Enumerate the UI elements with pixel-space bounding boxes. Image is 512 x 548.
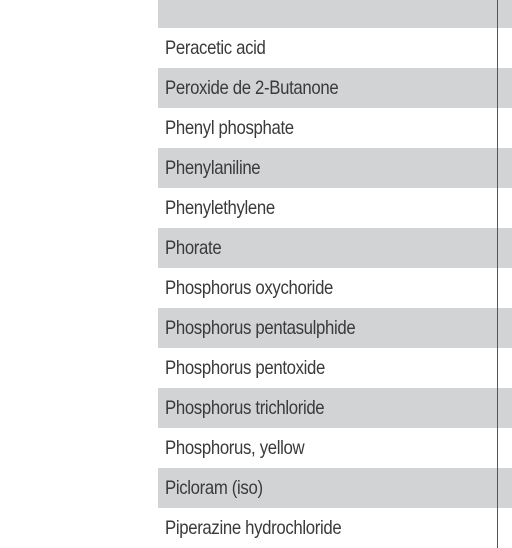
chemical-name-text: Peracetic acid bbox=[165, 36, 266, 59]
table-row bbox=[158, 348, 512, 388]
chemical-name-text: Piperazine hydrochloride bbox=[165, 516, 342, 539]
table-row bbox=[158, 508, 512, 548]
adjacent-column-cell bbox=[498, 228, 512, 268]
adjacent-column-cell bbox=[498, 0, 512, 28]
table-row bbox=[158, 188, 512, 228]
chemical-name-text: Phenyl phosphate bbox=[165, 116, 294, 139]
table-row bbox=[158, 0, 512, 28]
table-row bbox=[158, 468, 512, 508]
chemical-name-cell bbox=[158, 388, 498, 428]
chemical-name-cell bbox=[158, 468, 498, 508]
chemical-name-cell bbox=[158, 148, 498, 188]
chemical-name-cell bbox=[158, 508, 498, 548]
adjacent-column-cell bbox=[498, 188, 512, 228]
chemical-name-cell bbox=[158, 0, 498, 28]
table-row bbox=[158, 428, 512, 468]
chemical-name-text: Phosphorus trichloride bbox=[165, 396, 325, 419]
chemical-name-text: Phosphorus pentasulphide bbox=[165, 316, 356, 339]
chemical-name-text: Phenylaniline bbox=[165, 156, 261, 179]
chemical-name-cell bbox=[158, 348, 498, 388]
table-row bbox=[158, 148, 512, 188]
chemical-name-text: Phenylethylene bbox=[165, 196, 275, 219]
table-row bbox=[158, 68, 512, 108]
chemical-name-cell bbox=[158, 428, 498, 468]
adjacent-column-cell bbox=[498, 468, 512, 508]
chemical-name-cell bbox=[158, 308, 498, 348]
table-row bbox=[158, 28, 512, 68]
adjacent-column-cell bbox=[498, 28, 512, 68]
chemical-name-cell bbox=[158, 228, 498, 268]
chemical-name-table bbox=[158, 0, 512, 548]
chemical-name-cell bbox=[158, 268, 498, 308]
adjacent-column-cell bbox=[498, 148, 512, 188]
chemical-name-text: Phosphorus, yellow bbox=[165, 436, 305, 459]
chemical-name-cell bbox=[158, 68, 498, 108]
adjacent-column-cell bbox=[498, 108, 512, 148]
adjacent-column-cell bbox=[498, 308, 512, 348]
table-row bbox=[158, 228, 512, 268]
adjacent-column-cell bbox=[498, 428, 512, 468]
adjacent-column-cell bbox=[498, 68, 512, 108]
chemical-name-text: Phorate bbox=[165, 236, 222, 259]
adjacent-column-cell bbox=[498, 268, 512, 308]
chemical-name-cell bbox=[158, 188, 498, 228]
chemical-name-text: Peroxide de 2-Butanone bbox=[165, 76, 339, 99]
chemical-name-cell bbox=[158, 108, 498, 148]
adjacent-column-cell bbox=[498, 388, 512, 428]
table-row bbox=[158, 268, 512, 308]
table-row bbox=[158, 308, 512, 348]
chemical-name-cell bbox=[158, 28, 498, 68]
table-row bbox=[158, 388, 512, 428]
chemical-name-text: Phosphorus pentoxide bbox=[165, 356, 326, 379]
adjacent-column-cell bbox=[498, 508, 512, 548]
chemical-name-text: Picloram (iso) bbox=[165, 476, 263, 499]
adjacent-column-cell bbox=[498, 348, 512, 388]
chemical-name-text: Phosphorus oxychoride bbox=[165, 276, 334, 299]
table-row bbox=[158, 108, 512, 148]
